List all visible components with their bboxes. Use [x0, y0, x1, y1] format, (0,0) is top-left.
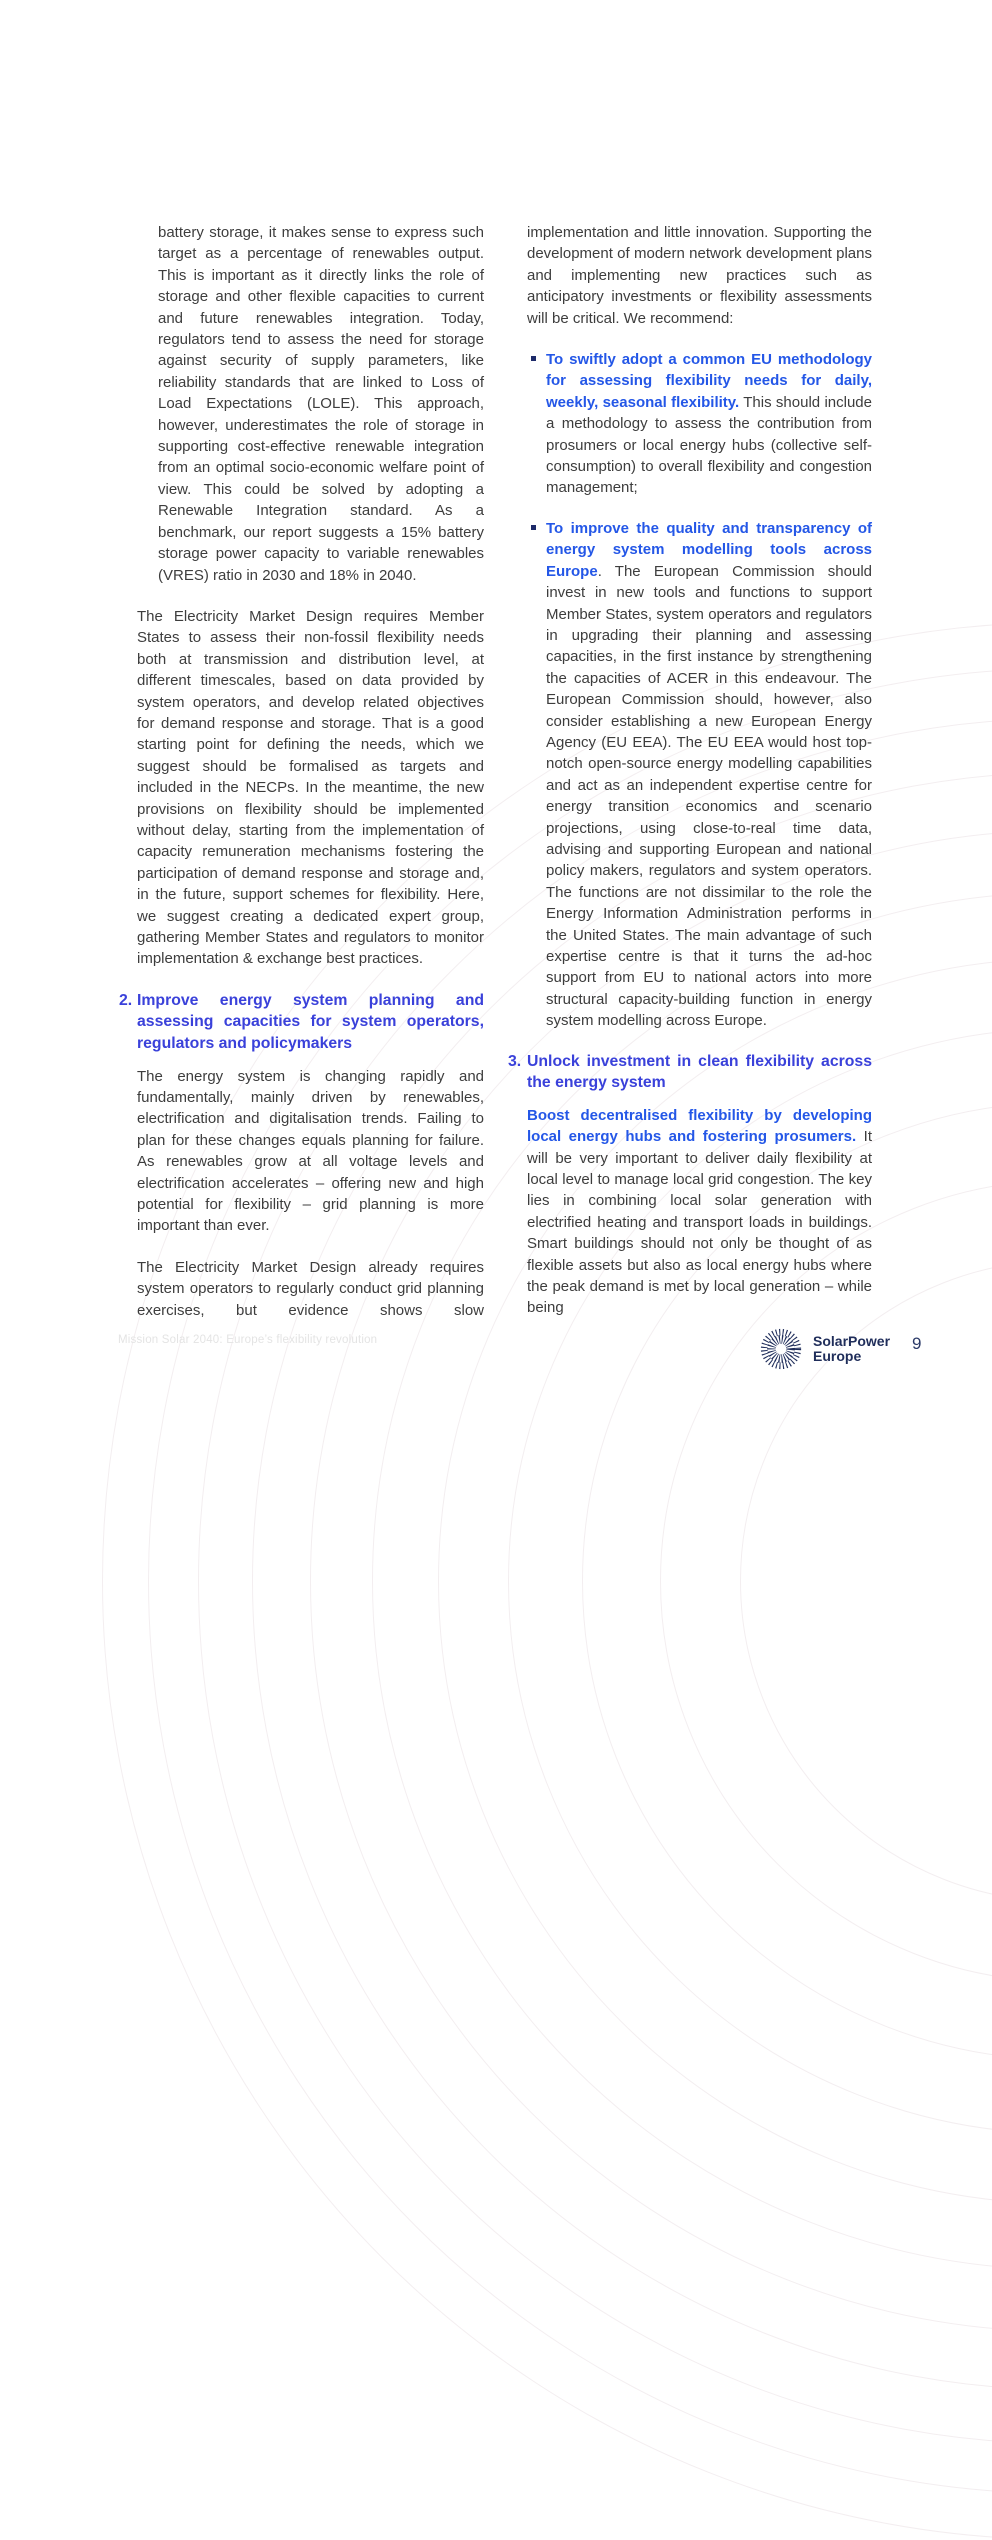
paragraph-body-text: It will be very important to deliver daily flexibility at local level to manage local grid congestion. The key lies in combining local solar generation with electrified heating and transport loads in buildings. Smart buildings should not only be thought of as flexible assets but also as local energy hubs where the peak demand is met by local generation – while being — [527, 1128, 872, 1317]
section-heading-2 — [119, 990, 484, 1055]
paragraph: implementation and little innovation. Supporting the development of modern network development plans and implementing new practices such as anticipatory investments or flexibility assessments will be critical. We recommend: — [527, 224, 872, 327]
logo-line1: SolarPower — [813, 1333, 891, 1349]
section-number: 2. — [119, 991, 133, 1009]
bullet-square-icon — [531, 356, 536, 361]
bullet-item — [527, 349, 872, 499]
section-heading-text: Unlock investment in clean flexibility across the energy system — [527, 1052, 872, 1092]
bullet-item — [527, 518, 872, 1032]
solarpower-europe-logo — [758, 1326, 890, 1372]
section-number: 3. — [508, 1052, 522, 1070]
paragraph: battery storage, it makes sense to express such target as a percentage of renewables output. This is important as it directly links the role of storage and other flexible capacities to current and future renewables integration. Today, regulators tend to assess the need for storage against security of supply parameters, like reliability standards that are linked to Loss of Load Expectations (LOLE). This approach, however, underestimates the role of storage in supporting cost-effective renewable integration from an optimal socio-economic welfare point of view. This could be solved by adopting a Renewable Integration standard. As a benchmark, our report suggests a 15% battery storage power capacity to variable renewables (VRES) ratio in 2030 and 18% in 2040. — [158, 224, 484, 584]
paragraph: The Electricity Market Design already requires system operators to regularly conduct grid planning exercises, but evidence shows slow — [137, 1258, 484, 1319]
bullet-lead-text: To swiftly adopt a common EU methodology for assessing flexibility needs for daily, weekly, seasonal flexibility. — [546, 351, 872, 411]
bullet-lead-text: To improve the quality and transparency of energy system modelling tools across Europe — [546, 519, 872, 580]
paragraph-lead-text: Boost decentralised flexibility by developing local energy hubs and fostering prosumers. — [527, 1106, 872, 1146]
right-column — [508, 222, 872, 1339]
logo-wordmark — [813, 1334, 890, 1364]
footer-document-title: Mission Solar 2040: Europe’s flexibility revolution — [118, 1334, 378, 1346]
logo-line2: Europe — [813, 1348, 862, 1364]
paragraph — [527, 1105, 872, 1319]
section-heading-3 — [508, 1051, 872, 1094]
paragraph: The energy system is changing rapidly and fundamentally, mainly driven by renewables, electrification and digitalisation trends. Failing to plan for these changes equals planning for failure. As renewables grow at all voltage levels and electrification accelerates – offering new and high potential for flexibility – grid planning is more important than ever. — [137, 1067, 484, 1235]
bullet-square-icon — [531, 525, 536, 530]
paragraph: The Electricity Market Design requires Member States to assess their non-fossil flexibility needs both at transmission and distribution level, at different timescales, based on data provided by system operators, and develop related objectives for demand response and storage. That is a good starting point for defining the needs, which we suggest should be formalised as targets and included in the NECPs. In the meantime, the new provisions on flexibility should be implemented without delay, starting from the implementation of capacity remuneration mechanisms fostering the participation of demand response and storage and, in the future, support schemes for flexibility. Here, we suggest creating a dedicated expert group, gathering Member States and regulators to monitor implementation & exchange best practices. — [137, 607, 484, 968]
bullet-body-text: . The European Commission should invest in new tools and functions to support Member States, system operators and regulators in upgrading their planning and assessing capacities, in the first instance by strengthening the capacities of ACER in this endeavour. The European Commission should, however, also consider establishing a new European Energy Agency (EU EEA). The EU EEA would host top-notch open-source energy modelling capabilities and act as an independent expertise centre for energy transition economics and scenario projections, using close-to-real time data, advising and supporting European and national policy makers, regulators and system operators. The functions are not dissimilar to the role the Energy Information Administration performs in the United States. The main advantage of such expertise centre is that it turns the ad-hoc support from EU to national actors into more structural capacity-building function in energy system modelling across Europe. — [546, 562, 872, 1030]
sunburst-icon — [758, 1326, 804, 1372]
left-column — [119, 222, 484, 1341]
bullet-body-text: This should include a methodology to assess the contribution from prosumers or local energy hubs (collective self-consumption) to overall flexibility and congestion management; — [546, 393, 872, 497]
section-heading-text: Improve energy system planning and assessing capacities for system operators, regulators and policymakers — [137, 991, 484, 1052]
page-number: 9 — [912, 1334, 922, 1353]
